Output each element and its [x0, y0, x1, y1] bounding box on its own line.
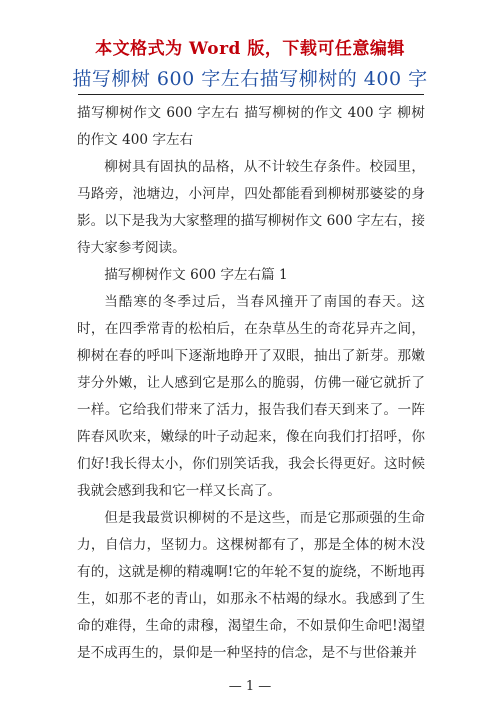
document-body — [77, 100, 425, 667]
title-divider — [78, 94, 424, 95]
section-heading: 描写柳树作文 600 字左右篇 1 — [104, 267, 288, 283]
body-paragraph-2: 但是我最赏识柳树的不是这些，而是它那顽强的生命力，自信力，坚韧力。这棵树都有了，那是全体的树木没有的，这就是柳的精魂啊!它的年轮不复的旋绕，不断地再生，如那不老的青山，如那永不枯竭的绿水。我感到了生命的难得，生命的肃穆，渴望生命，不如景仰生命吧!渴望是不成再生的，景仰是一种坚持的信念，是不与世俗兼并 — [77, 510, 425, 661]
keywords-paragraph: 描写柳树作文 600 字左右 描写柳树的作文 400 字 柳树的作文 400 字左右 — [77, 105, 425, 148]
word-format-banner: 本文格式为 Word 版，下载可任意编辑 — [95, 39, 405, 59]
page-number: — 1 — — [228, 679, 272, 694]
body-paragraph-1: 当酷寒的冬季过后，当春风撞开了南国的春天。这时，在四季常青的松柏后，在杂草丛生的奇花异卉之间，柳树在春的呼叫下逐渐地睁开了双眼，抽出了新芽。那嫩芽分外嫩，让人感到它是那么的脆弱，仿佛一碰它就折了一样。它给我们带来了活力，报告我们春天到来了。一阵阵春风吹来，嫩绿的叶子动起来，像在向我们打招呼，你们好!我长得太小，你们别笑话我，我会长得更好。这时候我就会感到我和它一样又长高了。 — [77, 294, 425, 499]
document-title: 描写柳树 600 字左右描写柳树的 400 字 — [72, 68, 428, 90]
intro-paragraph: 柳树具有固执的品格，从不计较生存条件。校园里，马路旁，池塘边，小河岸，四处都能看到柳树那婆娑的身影。以下是我为大家整理的描写柳树作文 600 字左右，接待大家参考阅读。 — [77, 159, 425, 256]
